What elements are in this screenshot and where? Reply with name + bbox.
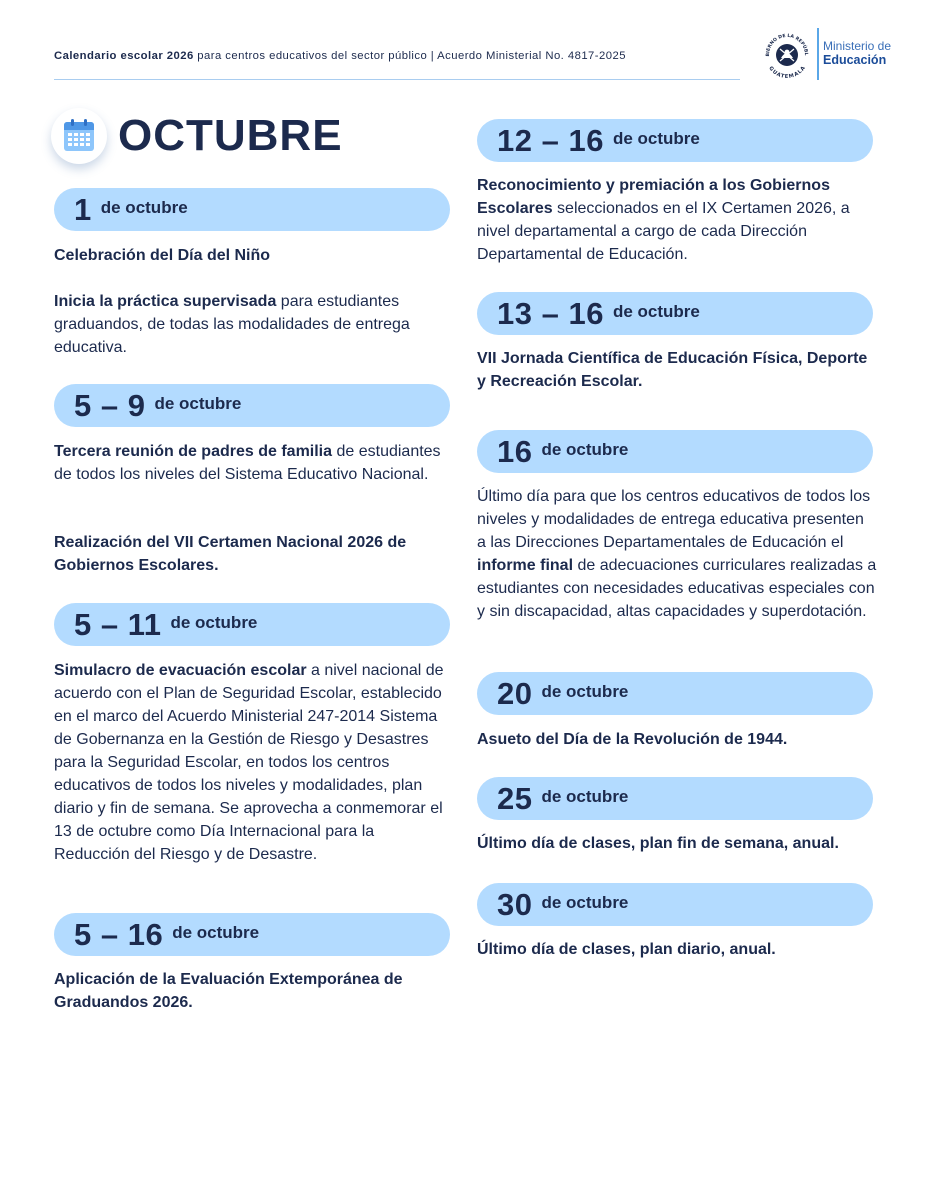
date-number: 5 – 16 [74, 916, 164, 952]
calendar-icon [63, 118, 95, 152]
event-text: seleccionados en el IX Certamen 2026, a nivel departamental a cargo de cada Dirección Departamental de Educación. [477, 200, 850, 263]
calendar-badge [51, 108, 107, 164]
date-month: de octubre [612, 128, 700, 148]
document-header [54, 50, 738, 62]
date-pill [477, 672, 873, 715]
event-text-bold: Reconocimiento y premiación a los Gobiernos Escolares [477, 177, 830, 217]
date-pill [54, 384, 450, 427]
date-month: de octubre [172, 922, 260, 942]
event-description [54, 290, 454, 359]
event-text-bold: Celebración del Día del Niño [54, 247, 271, 264]
date-number: 16 [497, 433, 533, 469]
event-description [54, 531, 454, 577]
event-description [477, 174, 877, 266]
event-text-bold: Aplicación de la Evaluación Extemporánea de Graduandos 2026. [54, 971, 403, 1011]
seal-top-text: BIERNO DE LA REPÚBL [765, 33, 809, 57]
event-description [54, 244, 454, 267]
event-text-bold: Realización del VII Certamen Nacional 2026 de Gobiernos Escolares. [54, 534, 407, 574]
event-description [477, 485, 877, 623]
event-text: de adecuaciones curriculares realizadas a estudiantes con necesidades educativas especiales con y sin discapacidad, altas capacidades y superdotación. [477, 557, 877, 620]
date-number: 5 – 11 [74, 606, 162, 642]
header-title-rest: para centros educativos del sector público | Acuerdo Ministerial No. 4817-2025 [193, 50, 626, 62]
date-number: 5 – 9 [74, 387, 146, 423]
seal-bottom-text: GUATEMALA [767, 65, 807, 81]
date-pill [477, 883, 873, 926]
event-text-bold: VII Jornada Científica de Educación Física, Deporte y Recreación Escolar. [477, 350, 868, 390]
brand-separator [817, 28, 819, 80]
event-text-bold: Inicia la práctica supervisada [54, 293, 277, 310]
event-description [54, 659, 454, 866]
header-title-bold: Calendario escolar 2026 [54, 50, 194, 62]
date-month: de octubre [541, 892, 629, 912]
date-pill [477, 430, 873, 473]
date-pill [54, 188, 450, 231]
event-text-bold: Último día de clases, plan fin de semana, anual. [477, 835, 839, 852]
event-text-bold: Tercera reunión de padres de familia [54, 443, 333, 460]
header-divider [54, 79, 740, 80]
event-text: para estudiantes graduandos, de todas las modalidades de entrega educativa. [54, 293, 410, 356]
date-number: 20 [497, 675, 533, 711]
date-month: de octubre [170, 612, 258, 632]
brand-line-2: Educación [823, 53, 887, 67]
date-month: de octubre [612, 301, 700, 321]
event-description [477, 347, 877, 393]
date-pill [477, 119, 873, 162]
date-number: 13 – 16 [497, 295, 604, 331]
event-text: a nivel nacional de acuerdo con el Plan de Seguridad Escolar, establecido en el marco del Acuerdo Ministerial 247-2014 Sistema de Gobernanza en la Gestión de Riesgo y Desastres para la Seguridad Escolar, en todos los centros educativos de todos los niveles y modalidades, plan diario y fin de semana. Se aprovecha a conmemorar el 13 de octubre como Día Internacional para la Reducción del Riesgo y de Desastre. [54, 662, 444, 863]
brand-line-1: Ministerio de [823, 39, 892, 53]
date-pill [477, 292, 873, 335]
date-pill [54, 603, 450, 646]
date-month: de octubre [154, 393, 242, 413]
date-month: de octubre [541, 786, 629, 806]
date-number: 1 [74, 191, 92, 227]
date-month: de octubre [541, 681, 629, 701]
ministry-logo [823, 40, 891, 67]
date-pill [54, 913, 450, 956]
event-description [54, 968, 454, 1014]
month-title: OCTUBRE [118, 111, 343, 160]
date-number: 30 [497, 886, 533, 922]
event-description [477, 938, 877, 961]
event-text: Último día para que los centros educativos de todos los niveles y modalidades de entrega educativa presenten a las Direcciones Departamentales de Educación el [477, 488, 871, 551]
date-pill [477, 777, 873, 820]
event-text: de estudiantes de todos los niveles del Sistema Educativo Nacional. [54, 443, 441, 483]
event-description [477, 832, 877, 855]
date-number: 12 – 16 [497, 122, 604, 158]
date-month: de octubre [100, 197, 188, 217]
event-text-bold: informe final [477, 557, 574, 574]
event-description [477, 728, 877, 751]
event-text-bold: Simulacro de evacuación escolar [54, 662, 307, 679]
event-description [54, 440, 454, 486]
event-text-bold: Último día de clases, plan diario, anual. [477, 941, 776, 958]
event-text-bold: Asueto del Día de la Revolución de 1944. [477, 731, 788, 748]
government-seal-icon [760, 28, 814, 82]
date-month: de octubre [541, 439, 629, 459]
date-number: 25 [497, 780, 533, 816]
